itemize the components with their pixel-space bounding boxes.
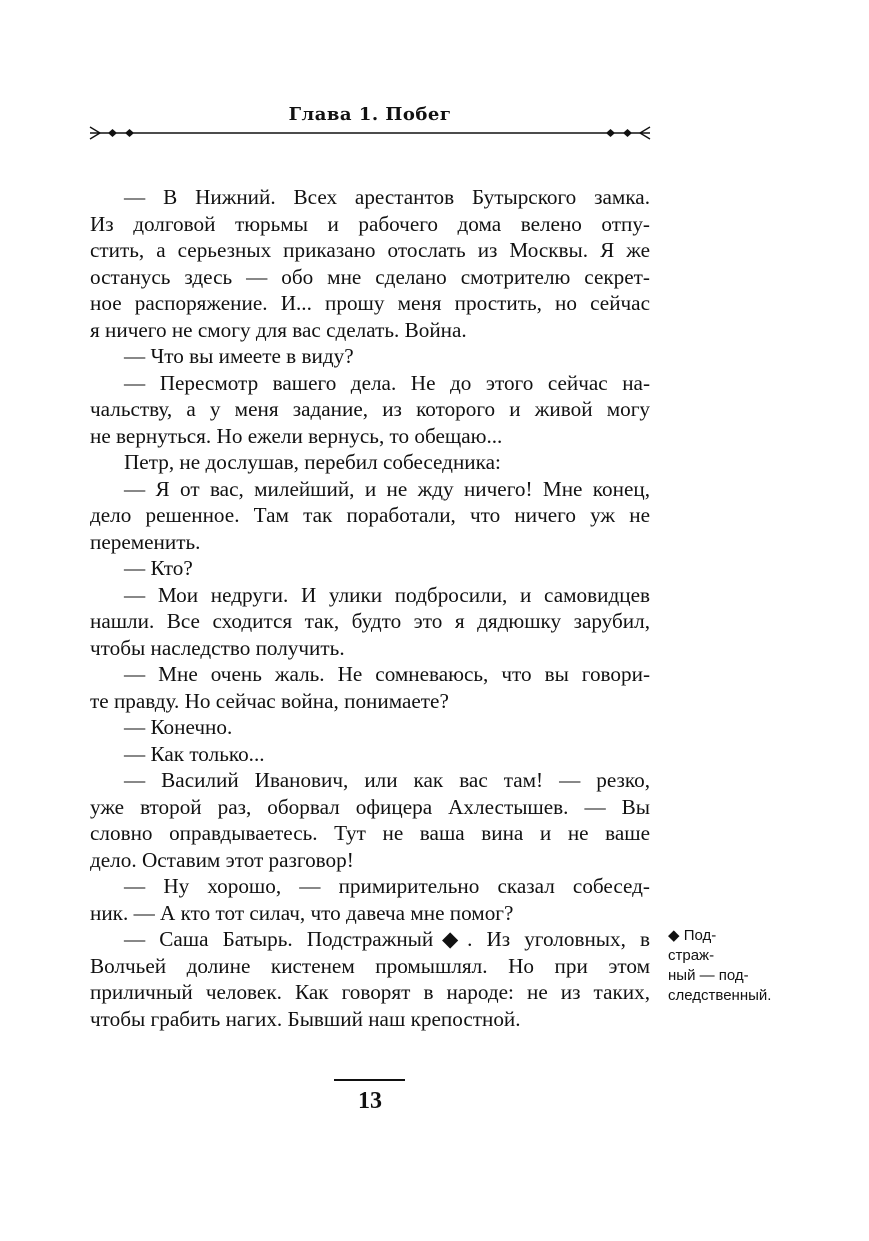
text-line: — Пересмотр вашего дела. Не до этого сейчас на- [124,370,650,395]
text-line: Из долговой тюрьмы и рабочего дома велено отпу- [90,211,650,236]
text-line: — В Нижний. Всех арестантов Бутырского замка. [124,185,650,209]
text-line: нашли. Все сходится так, будто это я дядюшку зарубил, [90,609,650,633]
text-line: Волчьей долине кистенем промышлял. Но при этом [90,953,650,978]
text-line: останусь здесь — обо мне сделано смотрителю секрет- [90,264,650,289]
text-line: Петр, не дослушав, перебил собеседника: [124,450,501,474]
text-line: переменить. [90,529,201,554]
text-line: чальству, а у меня задание, из которого и живой могу [90,397,650,421]
text-line: приличный человек. Как говорят в народе: не из таких, [90,980,650,1004]
footnote-line: страж- [668,947,715,964]
text-line: не вернуться. Но ежели вернусь, то обещаю... [90,423,503,448]
margin-footnote [668,926,808,1006]
text-line: — Ну хорошо, — примирительно сказал собесед- [124,874,650,898]
text-line: стить, а серьезных приказано отослать из Москвы. Я же [90,238,650,262]
footnote-line: следственный. [668,987,772,1004]
text-line: дело решенное. Там так поработали, что ничего уж не [90,503,650,527]
text-line: — Как только... [124,741,265,766]
text-line: — Василий Иванович, или как вас там! — резко, [124,768,650,792]
running-head: Глава 1. Побег [288,104,452,125]
text-line: чтобы наследство получить. [90,635,345,660]
text-line: — Саша Батырь. Подстражный◆. Из уголовных, в [124,927,650,951]
text-line: — Конечно. [124,715,233,739]
text-line: я ничего не смогу для вас сделать. Война. [90,317,467,342]
text-line: уже второй раз, оборвал офицера Ахлестышев. — Вы [90,794,650,819]
page-number-rule [334,1079,405,1081]
text-line: чтобы грабить нагих. Бывший наш крепостной. [90,1006,521,1031]
text-line: — Кто? [124,556,193,580]
text-line: ник. — А кто тот силач, что давеча мне помог? [90,900,514,925]
text-line: — Я от вас, милейший, и не жду ничего! Мне конец, [124,476,650,501]
main-text [90,184,650,1032]
text-line: — Что вы имеете в виду? [124,344,354,368]
text-line: ное распоряжение. И... прошу меня простить, но сейчас [90,291,650,315]
text-line: — Мои недруги. И улики подбросили, и самовидцев [124,582,650,607]
page-number: 13 [358,1088,382,1114]
text-line: дело. Оставим этот разговор! [90,847,354,872]
footnote-line: ный — под- [668,967,749,984]
text-line: словно оправдываетесь. Тут не ваша вина и не ваше [90,821,650,845]
header-ornament-rule [84,124,656,142]
text-line: — Мне очень жаль. Не сомневаюсь, что вы говори- [124,662,650,686]
text-line: те правду. Но сейчас война, понимаете? [90,688,449,713]
footnote-line: ◆ Под- [668,927,717,944]
